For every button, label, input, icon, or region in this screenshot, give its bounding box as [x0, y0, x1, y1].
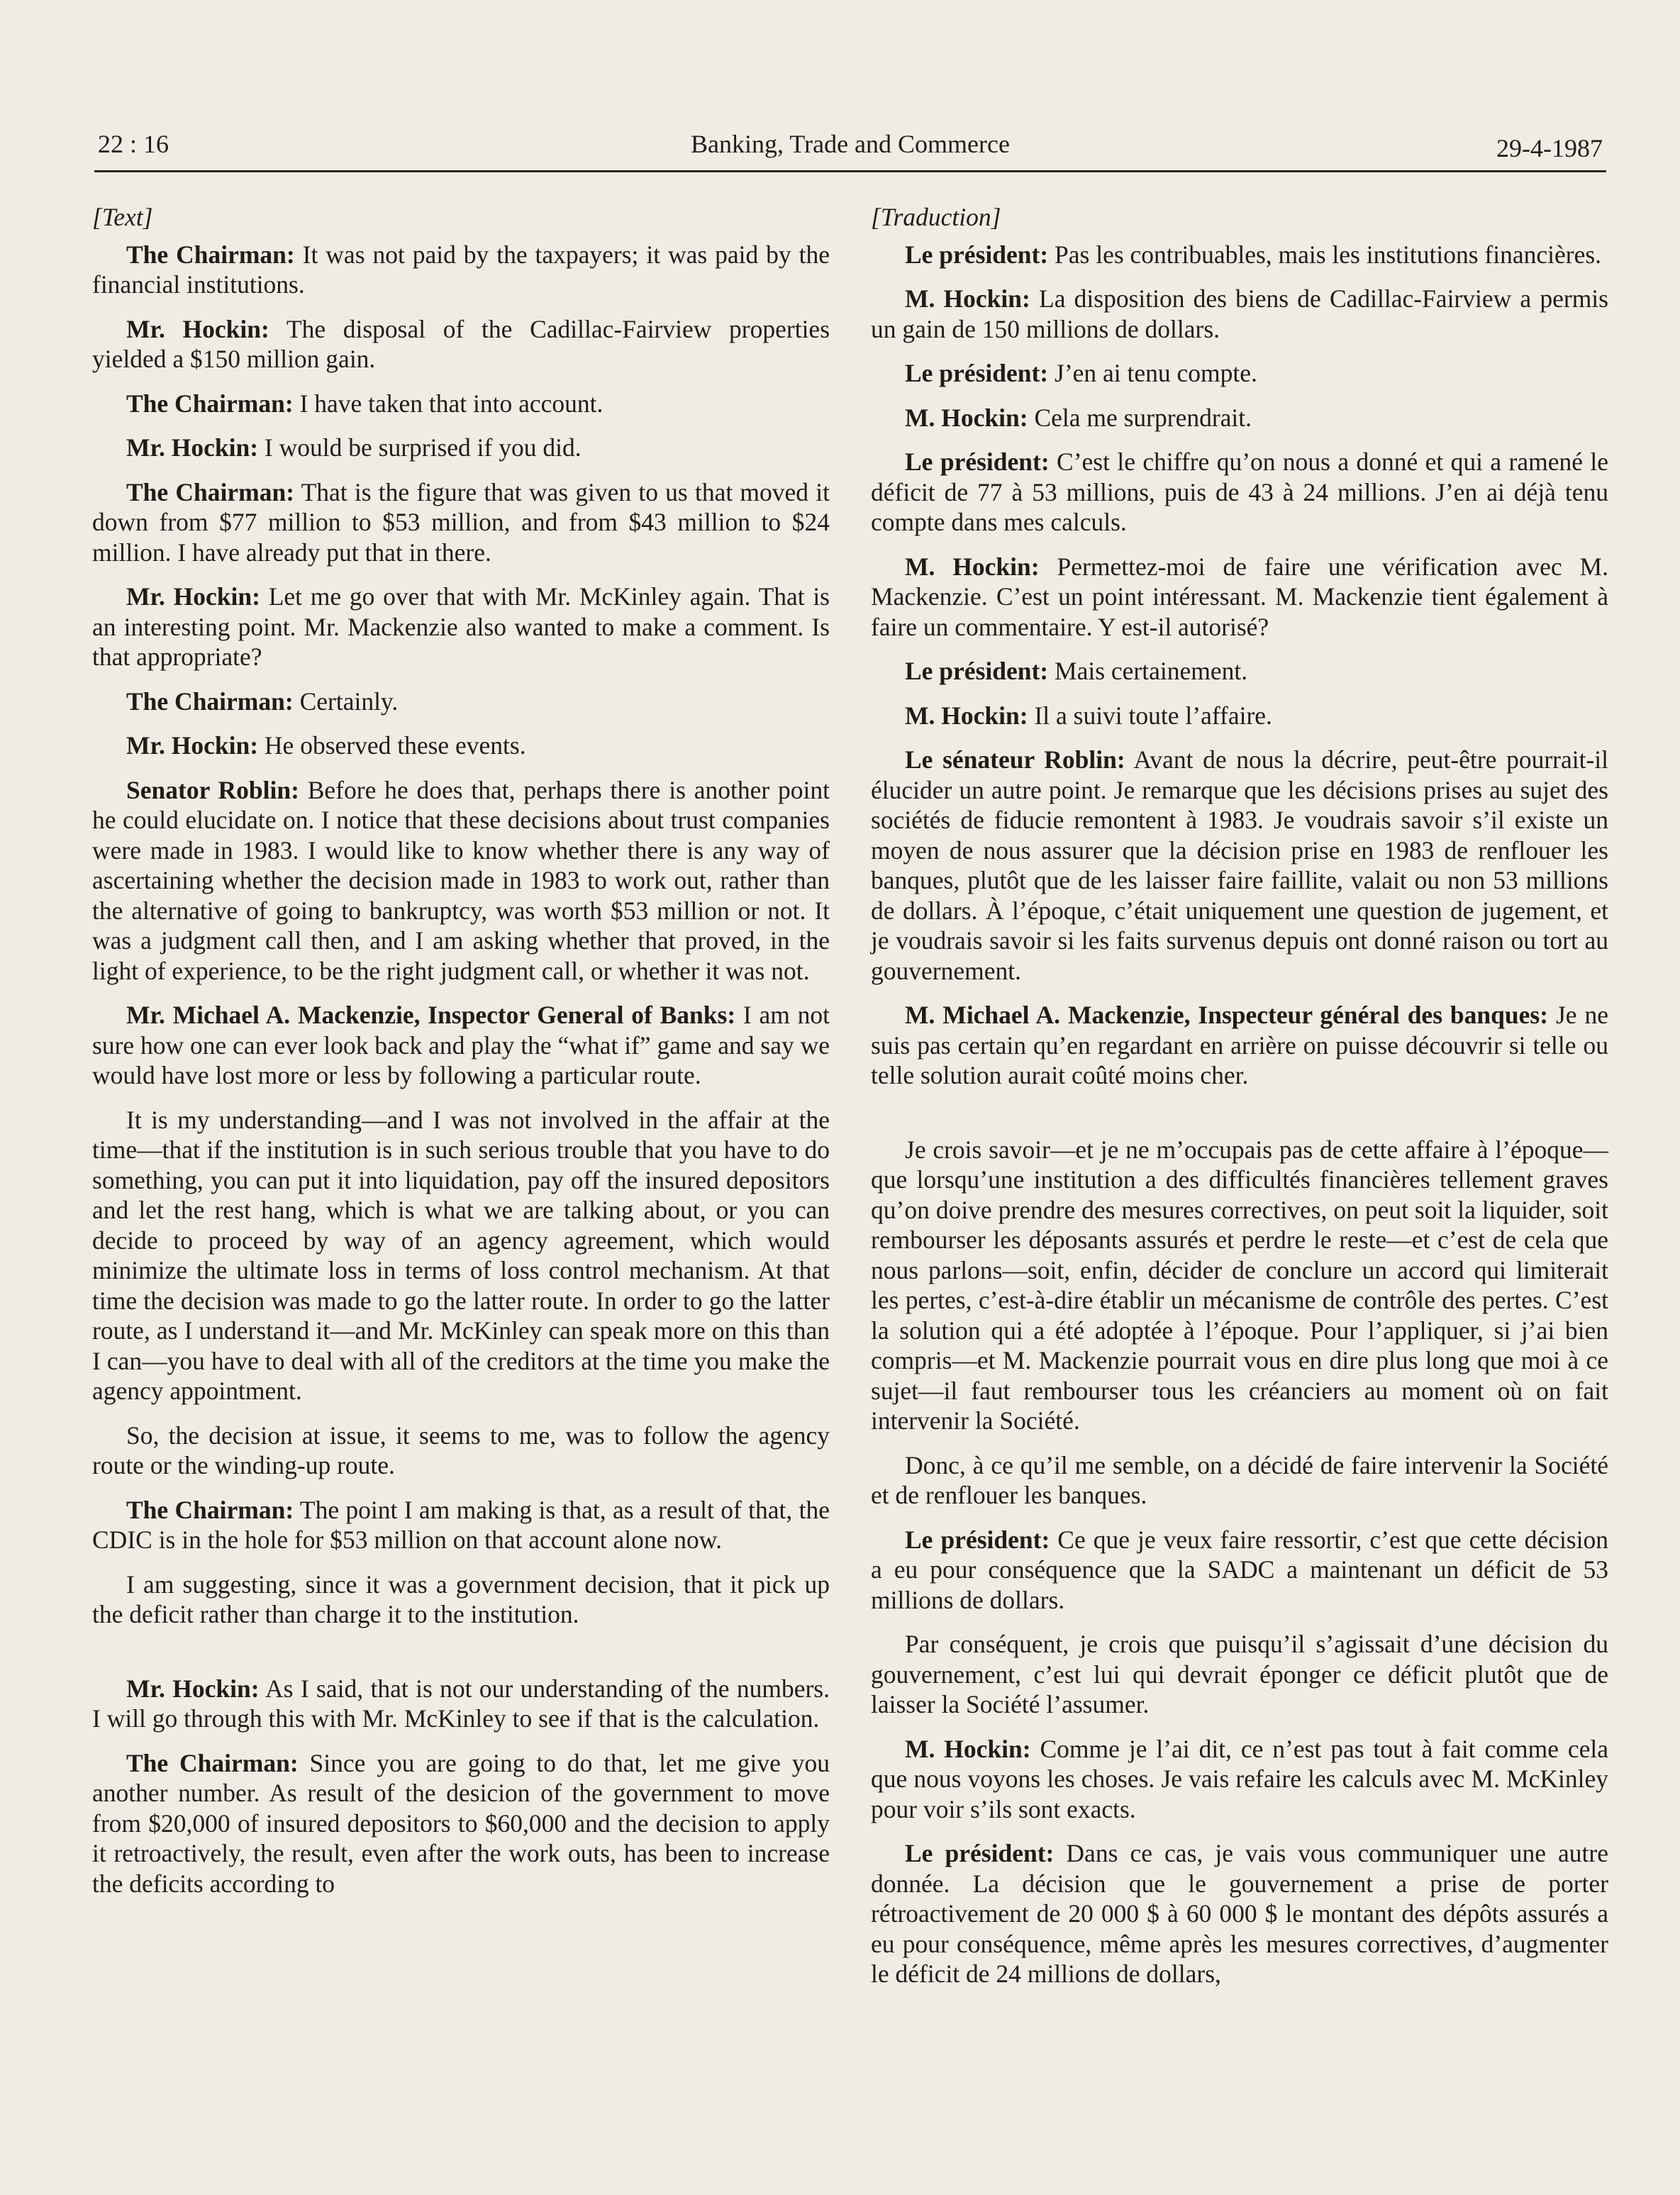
paragraph: [92, 687, 830, 717]
paragraph: [871, 656, 1608, 687]
paragraph: [92, 1000, 830, 1091]
english-column: [92, 202, 830, 1913]
paragraph: [92, 1674, 830, 1734]
speech: C’est le chiffre qu’on nous a donné et qui a ramené le déficit de 77 à 53 millions, puis de 43 à 24 millions. J’en ai déjà tenu compte dans mes calculs.: [871, 448, 1609, 536]
speaker: Le président:: [905, 657, 1049, 685]
paragraph: [871, 1629, 1608, 1720]
speaker: M. Hockin:: [905, 1734, 1031, 1763]
speech: Donc, à ce qu’il me semble, on a décidé de faire intervenir la Société et de renflouer les banques.: [871, 1450, 1608, 1509]
spacer: [871, 1105, 1608, 1135]
speaker: The Chairman:: [126, 240, 295, 269]
paragraph: [871, 1525, 1608, 1616]
paragraph: [871, 447, 1608, 538]
issue-date: 29-4-1987: [1496, 134, 1603, 162]
paragraph: [92, 1105, 830, 1406]
paragraph: [871, 1734, 1608, 1825]
spacer: [92, 1644, 830, 1674]
paragraph: [871, 745, 1608, 986]
paragraph: [92, 775, 830, 987]
running-header: [98, 129, 1603, 169]
paragraph: [92, 433, 830, 463]
speech: That is the figure that was given to us that moved it down from $77 million to $53 million, and from $43 million to $24 million. I have already put that in there.: [92, 477, 830, 567]
speech: Pas les contribuables, mais les institutions financières.: [1048, 240, 1602, 269]
speaker: Mr. Hockin:: [126, 1674, 260, 1703]
speaker: The Chairman:: [126, 477, 295, 506]
speech: So, the decision at issue, it seems to me, was to follow the agency route or the winding-up route.: [92, 1421, 830, 1479]
speaker: M. Hockin:: [905, 284, 1030, 313]
paragraph: [92, 730, 830, 761]
paragraph: [871, 284, 1608, 344]
speech: The disposal of the Cadillac-Fairview properties yielded a $150 million gain.: [92, 314, 830, 373]
speech: He observed these events.: [258, 731, 526, 760]
speaker: Mr. Hockin:: [126, 731, 259, 760]
speaker: M. Hockin:: [905, 403, 1028, 432]
speech: Before he does that, perhaps there is another point he could elucidate on. I notice that these decisions about trust companies were made in 1983. I would like to know whether there is any way of ascertaining whether the decision made in 1983 to work out, rather than the alternative of going to bankruptcy, was worth $53 million or not. It was a judgment call then, and I am asking whether that proved, in the light of experience, to be the right judgment call, or whether it was not.: [92, 775, 830, 985]
column-label-translation: [Traduction]: [871, 203, 1001, 231]
speech: I am not sure how one can ever look back and play the “what if” game and say we would have lost more or less by following a particular route.: [92, 1001, 830, 1089]
speech: I am suggesting, since it was a government decision, that it pick up the deficit rather than charge it to the institution.: [92, 1569, 830, 1628]
speaker: Le président:: [905, 448, 1050, 476]
paragraph: [871, 358, 1608, 389]
paragraph: [871, 552, 1608, 643]
speech: Let me go over that with Mr. McKinley again. That is an interesting point. Mr. Mackenzie also wanted to make a comment. Is that appropriate?: [92, 582, 830, 671]
paragraph: [871, 701, 1608, 731]
paragraph: [871, 1135, 1608, 1436]
paragraph: [92, 1748, 830, 1899]
paragraph: [92, 1495, 830, 1555]
speech: Dans ce cas, je vais vous communiquer une autre donnée. La décision que le gouvernement a prise de porter rétroactivement de 20 000 $ à 60 000 $ le montant des dépôts assurés a eu pour conséquence, même après les mesures correctives, d’augmenter le déficit de 24 millions de dollars,: [871, 1839, 1608, 1988]
speech: I have taken that into account.: [293, 389, 603, 418]
french-column: [871, 202, 1608, 2004]
speaker: Mr. Hockin:: [126, 582, 260, 611]
paragraph: [92, 314, 830, 374]
speech: Ce que je veux faire ressortir, c’est que cette décision a eu pour conséquence que la SADC a maintenant un déficit de 53 millions de dollars.: [871, 1525, 1608, 1614]
speaker: The Chairman:: [126, 1748, 299, 1777]
speaker: Le sénateur Roblin:: [905, 745, 1125, 774]
speech: It was not paid by the taxpayers; it was paid by the financial institutions.: [92, 240, 830, 299]
paragraph: [92, 1421, 830, 1481]
speaker: The Chairman:: [126, 687, 294, 716]
speaker: M. Michael A. Mackenzie, Inspecteur général des banques:: [905, 1001, 1549, 1029]
speaker: Senator Roblin:: [126, 775, 299, 804]
speech: Par conséquent, je crois que puisqu’il s’agissait d’une décision du gouvernement, c’est lui qui devrait éponger ce déficit plutôt que de laisser la Société l’assumer.: [871, 1630, 1608, 1718]
speaker: Le président:: [905, 240, 1049, 269]
speech: I would be surprised if you did.: [258, 433, 582, 462]
speech: Avant de nous la décrire, peut-être pourrait-il élucider un autre point. Je remarque que les décisions prises au sujet des sociétés de fiducie remontent à 1983. Je voudrais savoir s’il existe un moyen de nous assurer que la décision prise en 1983 de renflouer les banques, plutôt que de les laisser faire faillite, valait ou non 53 millions de dollars. À l’époque, c’était uniquement une question de jugement, et je voudrais savoir si les faits survenus depuis ont donné raison ou tort au gouvernement.: [871, 745, 1608, 985]
publication-title: Banking, Trade and Commerce: [691, 130, 1010, 158]
speech: Je ne suis pas certain qu’en regardant en arrière on puisse découvrir si telle ou telle solution aurait coûté moins cher.: [871, 1001, 1608, 1089]
speaker: Mr. Michael A. Mackenzie, Inspector General of Banks:: [126, 1001, 736, 1029]
speaker: Mr. Hockin:: [126, 433, 259, 462]
speech: Il a suivi toute l’affaire.: [1028, 701, 1272, 730]
paragraph: [92, 1569, 830, 1630]
speech: Mais certainement.: [1048, 657, 1248, 685]
paragraph: [92, 477, 830, 568]
column-label-text: [Text]: [92, 203, 153, 231]
paragraph: [871, 240, 1608, 270]
speech: Since you are going to do that, let me give you another number. As result of the desicion of the government to move from $20,000 of insured depositors to $60,000 and the decision to apply it retroactively, the result, even after the work outs, has been to increase the deficits according to: [92, 1748, 830, 1898]
speech: As I said, that is not our understanding of the numbers. I will go through this with Mr. McKinley to see if that is the calculation.: [92, 1674, 830, 1733]
speech: It is my understanding—and I was not involved in the affair at the time—that if the institution is in such serious trouble that you have to do something, you can put it into liquidation, pay off the insured depositors and let the rest hang, which is what we are talking about, or you can decide to proceed by way of an agency agreement, which would minimize the ultimate loss in terms of loss control mechanism. At that time the decision was made to go the latter route. In order to go the latter route, as I understand it—and Mr. McKinley can speak more on this than I can—you have to deal with all of the creditors at the time you make the agency appointment.: [92, 1105, 830, 1405]
speech: Certainly.: [293, 687, 399, 716]
paragraph: [92, 389, 830, 419]
speaker: Le président:: [905, 1839, 1055, 1867]
page-number: 22 : 16: [98, 130, 169, 158]
speaker: Le président:: [905, 1525, 1050, 1554]
speaker: The Chairman:: [126, 1495, 294, 1524]
speech: Je crois savoir—et je ne m’occupais pas de cette affaire à l’époque—que lorsqu’une institution a des difficultés financières tellement graves qu’on doive prendre des mesures correctives, on peut soit la liquider, soit rembourser les déposants assurés et perdre le reste—et c’est de cela que nous parlons—soit, enfin, décider de conclure un accord qui limiterait les pertes, c’est-à-dire établir un mécanisme de contrôle des pertes. C’est la solution qui a été adoptée à l’époque. Pour l’appliquer, si j’ai bien compris—et M. Mackenzie pourrait vous en dire plus long que moi à ce sujet—il faut rembourser tous les créanciers au moment où on fait intervenir la Société.: [871, 1135, 1608, 1435]
speech: La disposition des biens de Cadillac-Fairview a permis un gain de 150 millions de dollars.: [871, 284, 1608, 343]
speaker: M. Hockin:: [905, 701, 1028, 730]
speech: Permettez-moi de faire une vérification avec M. Mackenzie. C’est un point intéressant. M. Mackenzie tient également à faire un commentaire. Y est-il autorisé?: [871, 552, 1608, 641]
paragraph: [92, 240, 830, 300]
header-rule: [94, 170, 1606, 172]
speaker: The Chairman:: [126, 389, 294, 418]
speech: Cela me surprendrait.: [1028, 403, 1252, 432]
speaker: M. Hockin:: [905, 552, 1040, 581]
speaker: Mr. Hockin:: [126, 314, 269, 343]
speech: Comme je l’ai dit, ce n’est pas tout à fait comme cela que nous voyons les choses. Je vais refaire les calculs avec M. McKinley pour voir s’ils sont exacts.: [871, 1734, 1608, 1823]
speech: The point I am making is that, as a result of that, the CDIC is in the hole for $53 million on that account alone now.: [92, 1495, 830, 1554]
paragraph: [871, 1450, 1608, 1511]
speech: J’en ai tenu compte.: [1048, 359, 1257, 387]
paragraph: [92, 582, 830, 672]
speaker: Le président:: [905, 359, 1049, 387]
paragraph: [871, 1838, 1608, 1989]
paragraph: [871, 1000, 1608, 1091]
paragraph: [871, 403, 1608, 433]
